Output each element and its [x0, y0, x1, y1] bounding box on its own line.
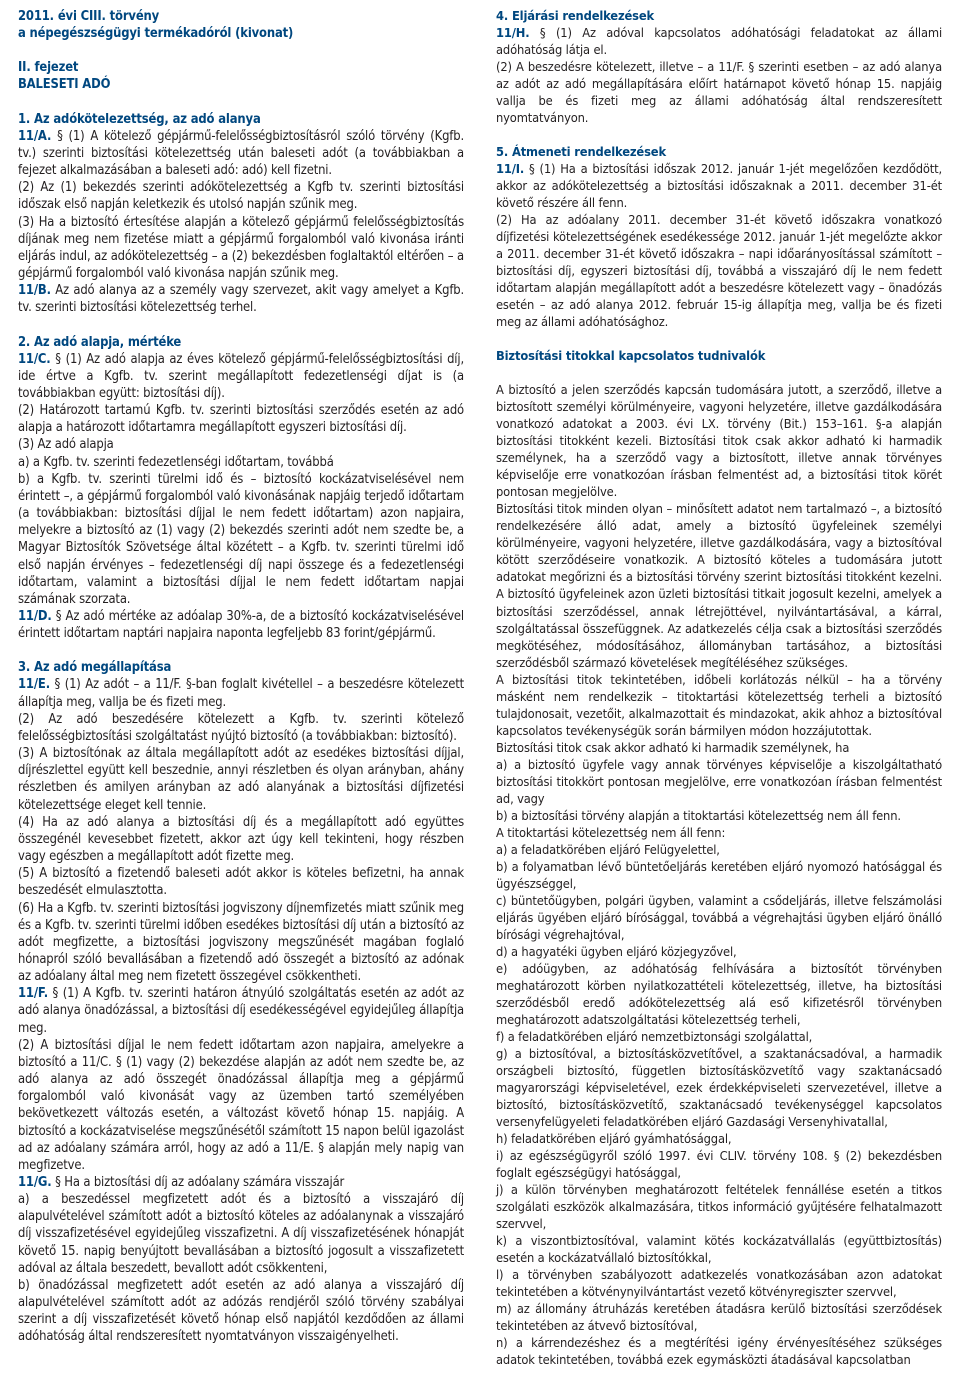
paragraph: 11/G. § Ha a biztosítási díj az adóalany számára visszajár [18, 1175, 345, 1190]
paragraph: 11/E. § (1) Az adót – a 11/F. §-ban foglalt kivétellel – a beszedésre kötelezett állapítja meg, vallja be és fizeti meg. [18, 677, 464, 710]
paragraph: (3) Ha a biztosító értesítése alapján a kötelező gépjármű felelősségbiztosítás díjának meg nem fizetése miatt a gépjármű forgalomból való kivonása iránti eljárás indul, az adókötelezettség – a (2) bekezdésben foglaltaktól eltérően – a gépjármű forgalomból való kivonása napján szűnik meg. [18, 214, 464, 282]
paragraph: 11/H. § (1) Az adóval kapcsolatos adóhatósági feladatokat az állami adóhatóság látja el. [496, 26, 942, 59]
paragraph: (3) A biztosítónak az általa megállapított adót az esedékes biztosítási díjjal, díjrészlettel együtt kell beszednie, annyi részletben és olyan arányban, ahány részletben és amilyen arányban az adó alanyának a biztosítási díjfizetési kötelezettsége eleget kell tennie. [18, 746, 464, 813]
section-number: 11/H. [496, 26, 530, 42]
section-number: 11/C. [18, 351, 51, 367]
section-4-body [496, 25, 942, 127]
list-item: i) az egészségügyről szóló 1997. évi CLIV. törvény 108. § (2) bekezdésben foglalt egészségügyi hatósággal, [496, 1149, 942, 1182]
paragraph: a) a beszedéssel megfizetett adót és a biztosító a visszajáró díj alapulvételével számított adót a biztosító köteles az adóalanynak a visszajáró díj visszafizetésével egyidejűleg visszafizetni. A díj visszafizetésének hónapját követő 15. napig benyújtott bevallásában a biztosító jogosult a visszafizetett adóval az általa beszedett, bevallott adót csökkenteni, [18, 1192, 464, 1276]
paragraph: A biztosító a jelen szerződés kapcsán tudomására jutott, a szerződő, illetve a biztosított személyi körülményeire, vagyoni helyzetére, illetve gazdálkodására vonatkozó adatokat a 2003. évi LX. törvény (Bit.) 153–161. §-a alapján biztosítási titokként kezeli. Biztosítási titok csak akkor adható ki harmadik személynek, ha a szerződő vagy a biztosított, illetve annak törvényes képviselője erre vonatkozóan írásban felmentést ad, a biztosítási titok körét pontosan megjelölve. [496, 383, 942, 501]
paragraph: (2) Az adó beszedésére kötelezett a Kgfb. tv. szerinti kötelező felelősségbiztosítási szolgáltatást nyújtó biztosító (a továbbiakban: biztosító). [18, 711, 464, 744]
paragraph: b) önadózással megfizetett adót esetén az adó alanya a visszajáró díj alapulvételével számított adót az adózás rendjéről szóló törvény szabályai szerint a díj visszafizetését követő hónap első napjától kezdődően az állami adóhatóság által rendszeresített nyomtatványon visszaigényelheti. [18, 1277, 464, 1345]
section-number: 11/I. [496, 162, 525, 178]
paragraph: (4) Ha az adó alanya a biztosítási díj és a megállapított adó együttes összegénél kevesebbet fizetett, akkor azt úgy kell tekinteni, hogy részben vagy egészben a megállapított adót fizette meg. [18, 814, 464, 865]
section-5-title: 5. Átmeneti rendelkezések [496, 145, 666, 161]
paragraph: A titoktartási kötelezettség nem áll fenn: [496, 825, 726, 841]
list-item: b) a biztosítási törvény alapján a titoktartási kötelezettség nem áll fenn. [496, 808, 901, 824]
list-item: l) a törvényben szabályozott adatkezelés vonatkozásában azon adatokat tekintetében a kötvénynyilvántartást vezető kötvényregiszter szervvel, [496, 1268, 942, 1301]
paragraph: (5) A biztosító a fizetendő baleseti adót akkor is köteles befizetni, ha annak beszedését elmulasztotta. [18, 866, 464, 899]
paragraph: 11/A. § (1) A kötelező gépjármű-felelősségbiztosításról szóló törvény (Kgfb. tv.) szerinti biztosítási kötelezettség után baleseti adót (a továbbiakban a fejezet alkalmazásában a baleseti adó: adó) kell fizetni. [18, 128, 464, 179]
secret-section-title: Biztosítási titokkal kapcsolatos tudnivalók [496, 349, 766, 365]
list-item: f) a feladatkörében eljáró nemzetbiztonsági szolgálattal, [496, 1029, 813, 1045]
section-number: 11/E. [18, 677, 50, 693]
right-column [496, 8, 942, 1369]
paragraph: (2) Ha az adóalany 2011. december 31-ét követő időszakra vonatkozó díjfizetési kötelezettségének esedékessége 2012. január 1-jét megelőzte akkor a 2011. december 31-ét követő időszakra – napi időarányosítással számított – biztosítási díj, egyszeri biztosítási díj, továbbá a visszajáró díj le nem fedett időtartam alapján megállapított adót a beszedésre kötelezett vagy – önadózás esetén – az adó alanya 2012. február 15-ig állapítja meg, vallja be és fizeti meg az állami adóhatósághoz. [496, 213, 942, 331]
paragraph: (6) Ha a Kgfb. tv. szerinti biztosítási jogviszony díjnemfizetés miatt szűnik meg és a Kgfb. tv. szerinti türelmi időben esedékes biztosítási díj után a biztosító az adót megfizette, a biztosítási jogviszony megszűnését magában foglaló hónapról szóló bevallásában a fizetendő adó összegét a biztosító az adónak az adóalany által meg nem fizetett összegével csökkentheti. [18, 900, 464, 985]
section-4-title: 4. Eljárási rendelkezések [496, 9, 655, 24]
law-subtitle: a népegészségügyi termékadóról (kivonat) [18, 26, 294, 42]
section-1-title: 1. Az adókötelezettség, az adó alanya [18, 111, 261, 127]
paragraph: (2) A biztosítási díjjal le nem fedett időtartam azon napjaira, amelyekre a biztosító a 11/C. § (1) vagy (2) bekezdése alapján az adót nem szedte be, az adó alanya az adó összegét önadózással állapítja meg a gépjármű forgalomból való kivonását vagy az üzemben tartó személyében bekövetkezett változás esetén, a változást követő hónap 15. napjáig. A biztosító a kockázatviselése megszűnésétől számított 15 napon belül igazolást ad az adóalany számára arról, hogy az adó a 11/E. § alapján mely napig van megfizetve. [18, 1037, 464, 1173]
paragraph: (2) Határozott tartamú Kgfb. tv. szerinti biztosítási szerződés esetén az adó alapja a határozott időtartamra megállapított egyszeri biztosítási díj. [18, 403, 464, 436]
law-title: 2011. évi CIII. törvény [18, 9, 160, 24]
section-5-body [496, 161, 942, 331]
paragraph: (2) Az (1) bekezdés szerinti adókötelezettség a Kgfb tv. szerinti biztosítási időszak első napján keletkezik és utolsó napján szűnik meg. [18, 180, 464, 213]
chapter-number: II. fejezet [18, 60, 79, 76]
list-item: k) a viszontbiztosítóval, valamint kötés kockázatvállalás (együttbiztosítás) esetén a kockázatvállaló biztosítókkal, [496, 1234, 942, 1267]
paragraph: 11/B. Az adó alanya az a személy vagy szervezet, akit vagy amelyet a Kgfb. tv. szerinti biztosítási kötelezettség terhel. [18, 283, 464, 316]
chapter-name: BALESETI ADÓ [18, 77, 111, 93]
paragraph: a) a Kgfb. tv. szerinti fedezetlenségi időtartam, továbbá [18, 454, 334, 470]
section-number: 11/B. [18, 283, 51, 299]
paragraph: Biztosítási titok csak akkor adható ki harmadik személynek, ha [496, 740, 850, 756]
section-number: 11/G. [18, 1175, 52, 1190]
paragraph: (3) Az adó alapja [18, 437, 114, 453]
section-2-title: 2. Az adó alapja, mértéke [18, 334, 182, 350]
list-item: m) az állomány átruházás keretében átadásra kerülő biztosítási szerződések tekintetében az átvevő biztosítóval, [496, 1302, 942, 1335]
secret-section-body [496, 382, 942, 1369]
paragraph: Biztosítási titok minden olyan – minősített adatot nem tartalmazó –, a biztosító rendelkezésére álló adat, amely a biztosító ügyfeleinek személyi körülményeire, vagyoni helyzetére, illetve gazdálkodására, vagy a biztosítóval kötött szerződéseire vonatkozik. A biztosító köteles a tudomására jutott adatokat megőrizni és a biztosítási törvény szerint biztosítási titokként kezelni. A biztosító ügyfeleinek azon üzleti biztosítási titkait jogosult kezelni, amelyek a biztosítási szerződéssel, annak létrejöttével, nyilvántartásával, a kárral, szolgáltatással összefüggnek. Az adatkezelés célja csak a biztosítási szerződés megkötéséhez, módosításához, állományban tartásához, a biztosítási szerződésből származó követelések megítéléséhez szükséges. [496, 502, 942, 671]
section-2-body [18, 351, 464, 643]
paragraph: A biztosítási titok tekintetében, időbeli korlátozás nélkül – ha a törvény másként nem rendelkezik – titoktartási kötelezettség terheli a biztosító tulajdonosait, vezetőit, alkalmazottait és mindazokat, akik ahhoz a biztosítóval kapcsolatos tevékenységük során bármilyen módon hozzájutottak. [496, 672, 942, 739]
list-item: c) büntetőügyben, polgári ügyben, valamint a csődeljárás, illetve felszámolási eljárás ügyében eljáró bírósággal, továbbá a végrehajtási ügyben eljáró önálló bírósági végrehajtóval, [496, 893, 942, 943]
section-1-body [18, 128, 464, 317]
paragraph: 11/D. § Az adó mértéke az adóalap 30%-a, de a biztosító kockázatviselésével érintett időtartam naptári napjaira naponta legfeljebb 83 forint/gépjármű. [18, 609, 464, 642]
list-item: g) a biztosítóval, a biztosításközvetítővel, a szaktanácsadóval, a harmadik országbeli biztosító, független biztosításközvetítő vagy szaktanácsadó magyarországi képviseletével, ezek érdekképviseleti szervezetével, illetve a biztosító, biztosításközvetítő, szaktanácsadó tevékenységgel kapcsolatos versenyfelügyeleti feladatkörében eljáró Gazdasági Versenyhivatallal, [496, 1046, 942, 1130]
list-item: a) a biztosító ügyfele vagy annak törvényes képviselője a kiszolgáltatható biztosítási titokkört pontosan megjelölve, erre vonatkozóan írásban felmentést ad, vagy [496, 757, 942, 807]
paragraph: 11/C. § (1) Az adó alapja az éves kötelező gépjármű-felelősségbiztosítási díj, ide értve a Kgfb. tv. szerint megállapított fedezetlenségi díjat is (a továbbiakban együtt: biztosítási díj). [18, 351, 464, 401]
section-number: 11/D. [18, 609, 52, 624]
paragraph: 11/F. § (1) A Kgfb. tv. szerinti határon átnyúló szolgáltatás esetén az adót az adó alanya önadózással, a biztosítási díj esedékességével egyidejűleg állapítja meg. [18, 986, 464, 1036]
list-item: b) a folyamatban lévő büntetőeljárás keretében eljáró nyomozó hatósággal és ügyészséggel, [496, 859, 942, 892]
section-3-body [18, 676, 464, 1345]
list-item: j) a külön törvényben meghatározott feltételek fennállése esetén a titkos szolgálati eszközök alkalmazására, titkos információ gyűjtésére felhatalmazott szervvel, [496, 1183, 942, 1233]
paragraph: 11/I. § (1) Ha a biztosítási időszak 2012. január 1-jét megelőzően kezdődött, akkor az adókötelezettség a biztosítási időszaknak a 2011. december 31-ét követő részére áll fenn. [496, 162, 942, 212]
list-item: d) a hagyatéki ügyben eljáró közjegyzővel, [496, 944, 737, 960]
list-item: h) feladatkörében eljáró gyámhatósággal, [496, 1131, 732, 1147]
paragraph: b) a Kgfb. tv. szerinti türelmi idő és – biztosító kockázatviselésével nem érintett –, a gépjármű forgalomból való kivonásának napjáig terjedő időtartam (a továbbiakban: biztosítási díjjal le nem fedett időtartam) azon napjaira, melyekre a biztosító az (1) vagy (2) bekezdés szerinti adót nem szedte be, a Magyar Biztosítók Szövetsége által közétett – a Kgfb. tv. szerinti türelmi idő első napján érvényes – fedezetlenségi díj napi összege és a fedezetlenségi időtartam, valamint a biztosítási díjjal le nem fedett időtartam napjai számának szorzata. [18, 471, 464, 607]
list-item: n) a kárrendezéshez és a megtérítési igény érvényesítéséhez szükséges adatok tekintetében, továbbá ezek egymásközti átadásával kapcsolatban [496, 1336, 942, 1369]
section-number: 11/F. [18, 986, 49, 1002]
list-item: e) adóügyben, az adóhatóság felhívására a biztosítót törvényben meghatározott körben nyilatkozattételi kötelezettség, illetve, ha biztosítási szerződésből eredő adókötelezettség alá eső kifizetésről törvényben meghatározott adatszolgáltatási kötelezettség terheli, [496, 961, 942, 1028]
left-column [18, 8, 464, 1346]
section-number: 11/A. [18, 128, 52, 144]
paragraph: (2) A beszedésre kötelezett, illetve – a 11/F. § szerinti esetben – az adó alanya az adót az adó megállapítására előírt határnapot követő hónap 15. napjáig vallja be és fizeti meg az állami adóhatóság által rendszeresített nyomtatványon. [496, 60, 942, 127]
list-item: a) a feladatkörében eljáró Felügyelettel, [496, 842, 720, 858]
section-3-title: 3. Az adó megállapítása [18, 660, 172, 676]
